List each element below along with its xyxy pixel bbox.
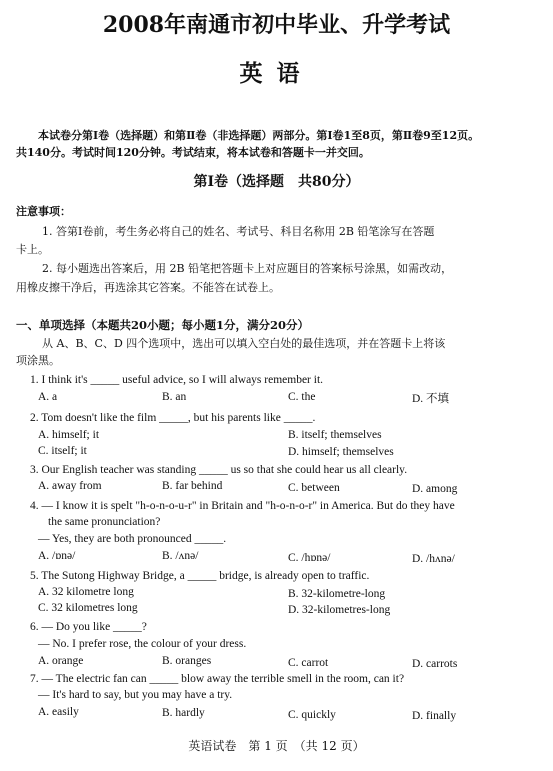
q7-option-a: A. easily (38, 706, 79, 718)
notes-item-2a: 2. 每小题选出答案后，用 2B 铅笔把答题卡上对应题目的答案标号涂黑，如需改动， (42, 262, 453, 275)
q2-option-d: D. himself; themselves (288, 446, 394, 458)
notes-heading: 注意事项： (16, 205, 71, 218)
notes-item-2b: 用橡皮擦干净后，再选涂其它答案。不能答在试卷上。 (16, 281, 280, 294)
q6-option-c: C. carrot (288, 657, 329, 669)
q3-option-b: B. far behind (162, 480, 223, 492)
question-4-stem-1: 4. — I know it is spelt "h-o-n-o-u-r" in Britain and "h-o-n-o-r" in America. But do they have (30, 500, 455, 512)
q4-option-c: C. /hɒnə/ (288, 552, 331, 564)
q3-option-a: A. away from (38, 480, 102, 492)
q5-option-b: B. 32-kilometre-long (288, 588, 386, 600)
question-1-stem: 1. I think it's _____ useful advice, so I will always remember it. (30, 374, 324, 386)
question-7-stem-1: 7. — The electric fan can _____ blow away the terrible smell in the room, can it? (30, 673, 405, 685)
q5-option-c: C. 32 kilometres long (38, 602, 138, 614)
question-2-stem: 2. Tom doesn't like the film _____, but his parents like _____. (30, 412, 316, 424)
q5-option-d: D. 32-kilometres-long (288, 604, 391, 616)
question-4-stem-3: — Yes, they are both pronounced _____. (38, 533, 227, 545)
question-7-stem-2: — It's hard to say, but you may have a try. (38, 689, 233, 701)
question-6-stem-1: 6. — Do you like _____? (30, 621, 147, 633)
q1-option-d: D. 不填 (412, 393, 450, 405)
question-4-stem-2: the same pronunciation? (48, 516, 161, 528)
section-1-instr-a: 从 A、B、C、D 四个选项中，选出可以填入空白处的最佳选项，并在答题卡上将该 (42, 337, 446, 350)
notes-item-1a: 1. 答第Ⅰ卷前，考生务必将自己的姓名、考试号、科目名称用 2B 铅笔涂写在答题 (42, 225, 435, 238)
q4-option-b: B. /ʌnə/ (162, 550, 199, 562)
q3-option-c: C. between (288, 482, 340, 494)
q7-option-c: C. quickly (288, 709, 336, 721)
q6-option-b: B. oranges (162, 655, 212, 667)
q2-option-b: B. itself; themselves (288, 429, 382, 441)
question-5-stem: 5. The Sutong Highway Bridge, a _____ bridge, is already open to traffic. (30, 570, 370, 582)
q1-option-c: C. the (288, 391, 316, 403)
question-6-stem-2: — No. I prefer rose, the colour of your dress. (38, 638, 247, 650)
section-1-heading: 一、单项选择（本题共20小题；每小题1分，满分20分） (16, 318, 310, 332)
volume-title: 第Ⅰ卷（选择题 共80分） (193, 174, 360, 190)
q4-option-a: A. /ɒnə/ (38, 550, 76, 562)
q1-option-a: A. a (38, 391, 58, 403)
q6-option-d: D. carrots (412, 658, 458, 670)
q2-option-c: C. itself; it (38, 445, 87, 457)
exam-title: 2008年南通市初中毕业、升学考试 (102, 12, 451, 38)
section-1-instr-b: 项涂黑。 (16, 354, 60, 367)
question-3-stem: 3. Our English teacher was standing _____ us so that she could hear us all clearly. (30, 464, 408, 476)
notes-item-1b: 卡上。 (16, 243, 49, 256)
q5-option-a: A. 32 kilometre long (38, 586, 134, 598)
intro-line-2: 共140分。考试时间120分钟。考试结束，将本试卷和答题卡一并交回。 (16, 146, 370, 159)
q2-option-a: A. himself; it (38, 429, 100, 441)
q6-option-a: A. orange (38, 655, 84, 667)
q3-option-d: D. among (412, 483, 458, 495)
intro-line-1: 本试卷分第Ⅰ卷（选择题）和第Ⅱ卷（非选择题）两部分。第Ⅰ卷1至8页，第Ⅱ卷9至12页。 (38, 129, 480, 142)
q1-option-b: B. an (162, 391, 187, 403)
q7-option-b: B. hardly (162, 707, 205, 719)
page-footer: 英语试卷 第 1 页 （共 12 页） (188, 739, 365, 753)
q7-option-d: D. finally (412, 710, 457, 722)
subject-title: 英语 (239, 60, 314, 87)
q4-option-d: D. /hʌnə/ (412, 553, 455, 565)
